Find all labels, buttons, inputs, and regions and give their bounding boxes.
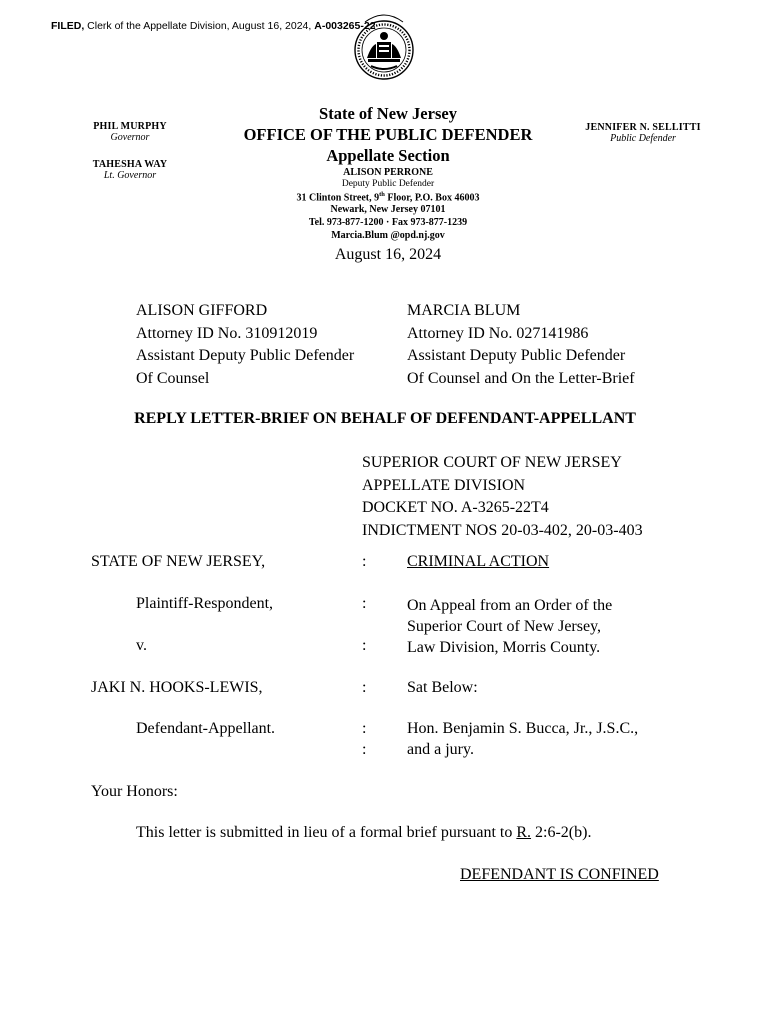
sat-below-label: Sat Below: xyxy=(407,679,478,696)
state-seal-icon xyxy=(351,6,417,84)
lt-governor-name: TAHESHA WAY xyxy=(92,159,168,170)
office-email: Marcia.Blum @opd.nj.gov xyxy=(331,230,445,241)
defendant-role: Defendant-Appellant. xyxy=(136,720,276,737)
caption-colon: : xyxy=(362,595,367,612)
docket-number: DOCKET NO. A-3265-22T4 xyxy=(362,499,549,516)
letterhead-office: OFFICE OF THE PUBLIC DEFENDER xyxy=(243,125,533,144)
counsel-name: MARCIA BLUM xyxy=(407,302,521,319)
indictment-numbers: INDICTMENT NOS 20-03-402, 20-03-403 xyxy=(362,521,643,539)
letter-date: August 16, 2024 xyxy=(334,246,442,263)
office-city: Newark, New Jersey 07101 xyxy=(330,204,446,215)
counsel-attorney-id: Attorney ID No. 310912019 xyxy=(136,324,318,342)
filing-stamp xyxy=(51,20,376,32)
deputy-name: ALISON PERRONE xyxy=(343,167,433,178)
caption-colon: : xyxy=(362,720,367,737)
action-type: CRIMINAL ACTION xyxy=(407,553,550,570)
counsel-title: Assistant Deputy Public Defender xyxy=(136,347,355,364)
judge-jury: and a jury. xyxy=(407,741,474,758)
appeal-description: On Appeal from an Order of the Superior Court of New Jersey, Law Division, Morris County. xyxy=(407,597,613,656)
governor-name: PHIL MURPHY xyxy=(93,121,167,132)
body-paragraph: This letter is submitted in lieu of a formal brief pursuant to R. 2:6-2(b). xyxy=(136,824,592,841)
caption-colon: : xyxy=(362,553,367,570)
caption-colon: : xyxy=(362,679,367,696)
counsel-left xyxy=(136,300,354,390)
public-defender-name: JENNIFER N. SELLITTI xyxy=(585,122,701,133)
judge-name: Hon. Benjamin S. Bucca, Jr., J.S.C., xyxy=(407,720,639,737)
lt-governor-block xyxy=(78,159,182,181)
counsel-name: ALISON GIFFORD xyxy=(136,302,268,319)
counsel-right xyxy=(407,300,635,390)
court-block xyxy=(362,452,643,542)
salutation: Your Honors: xyxy=(91,783,178,800)
rule-reference: R. xyxy=(516,824,532,841)
letterhead-state: State of New Jersey xyxy=(319,104,457,123)
deputy-title: Deputy Public Defender xyxy=(341,179,435,189)
clerk-text: Clerk of the Appellate Division, August 16, 2024, xyxy=(84,20,315,32)
office-phone-fax: Tel. 973-877-1200 · Fax 973-877-1239 xyxy=(308,217,468,228)
docket-ref: A-003265-22 xyxy=(314,20,376,32)
versus: v. xyxy=(136,637,147,654)
plaintiff-name: STATE OF NEW JERSEY, xyxy=(91,553,266,570)
caption-colon: : xyxy=(362,637,367,654)
plaintiff-role: Plaintiff-Respondent, xyxy=(136,595,274,612)
public-defender-block xyxy=(572,122,714,144)
counsel-role: Of Counsel xyxy=(136,369,210,387)
confinement-notice: DEFENDANT IS CONFINED xyxy=(460,866,659,883)
governor-block xyxy=(78,121,182,143)
governor-title: Governor xyxy=(110,132,150,143)
letterhead-section: Appellate Section xyxy=(326,146,450,165)
counsel-attorney-id: Attorney ID No. 027141986 xyxy=(407,324,589,342)
brief-title: REPLY LETTER-BRIEF ON BEHALF OF DEFENDANT-APPELLANT xyxy=(134,410,636,427)
public-defender-title: Public Defender xyxy=(610,133,676,144)
caption-colon: : xyxy=(362,741,367,758)
counsel-role: Of Counsel and On the Letter-Brief xyxy=(407,369,635,387)
filed-label: FILED, xyxy=(51,20,85,32)
counsel-title: Assistant Deputy Public Defender xyxy=(407,347,626,364)
court-division: APPELLATE DIVISION xyxy=(362,476,526,494)
office-address: 31 Clinton Street, 9th Floor, P.O. Box 46003 xyxy=(296,191,480,204)
court-name: SUPERIOR COURT OF NEW JERSEY xyxy=(362,454,622,471)
defendant-name: JAKI N. HOOKS-LEWIS, xyxy=(91,679,263,696)
lt-governor-title: Lt. Governor xyxy=(103,170,157,181)
